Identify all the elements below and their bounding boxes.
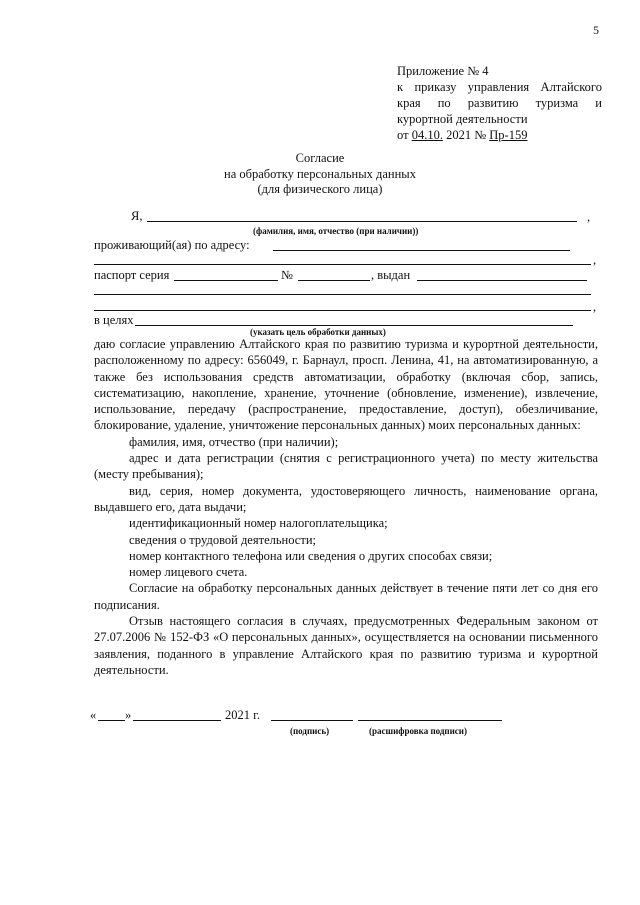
issued-by-field[interactable] — [417, 280, 587, 281]
data-item: сведения о трудовой деятельности; — [129, 532, 316, 547]
appendix-date: 04.10. — [411, 128, 443, 142]
appendix-number-prefix: 2021 № — [442, 128, 490, 142]
document-title — [0, 151, 640, 198]
data-item: адрес и дата регистрации (снятия с регистрационного учета) по месту жительства (месту пребывания); — [94, 451, 598, 482]
appendix-word: края — [397, 96, 421, 110]
page-number: 5 — [593, 23, 599, 37]
passport-series-field[interactable] — [174, 280, 278, 281]
issued-label: , выдан — [371, 268, 411, 282]
purpose-caption: (указать цель обработки данных) — [250, 327, 386, 337]
signature-field[interactable] — [271, 720, 353, 721]
title-line-1: Согласие — [295, 151, 345, 165]
fio-field[interactable] — [147, 221, 577, 222]
data-item: номер лицевого счета. — [129, 565, 248, 580]
address-field-line-2[interactable] — [94, 264, 591, 265]
signature-decode-caption: (расшифровка подписи) — [369, 726, 467, 736]
i-label: Я, — [131, 209, 143, 223]
appendix-word: к — [397, 80, 404, 94]
appendix-word: Алтайского — [540, 80, 602, 94]
issued-by-field-line-3[interactable] — [94, 310, 591, 311]
year-label: 2021 г. — [225, 708, 260, 722]
open-quote: « — [90, 708, 97, 722]
purpose-field[interactable] — [135, 325, 573, 326]
appendix-word: управления — [467, 80, 530, 94]
title-line-3: (для физического лица) — [257, 182, 383, 196]
appendix-word: туризма — [535, 96, 579, 110]
appendix-line-3 — [397, 95, 602, 111]
appendix-word: развитию — [467, 96, 519, 110]
signature-caption: (подпись) — [290, 726, 330, 736]
appendix-line-4: курортной деятельности — [397, 112, 528, 126]
passport-number-label: № — [281, 268, 293, 282]
title-line-2: на обработку персональных данных — [224, 166, 416, 181]
comma: , — [587, 210, 591, 224]
appendix-word: приказу — [414, 80, 457, 94]
validity-paragraph: Согласие на обработку персональных данных действует в течение пяти лет со дня его подписания. — [94, 581, 598, 612]
comma: , — [593, 300, 597, 314]
close-quote: » — [125, 708, 132, 722]
fio-caption: (фамилия, имя, отчество (при наличии)) — [253, 226, 419, 236]
month-field[interactable] — [133, 720, 221, 721]
appendix-block — [397, 63, 602, 143]
passport-number-field[interactable] — [298, 280, 370, 281]
purpose-label: в целях — [94, 313, 134, 327]
data-item: идентификационный номер налогоплательщика; — [129, 516, 388, 531]
consent-paragraph: даю согласие управлению Алтайского края по развитию туризма и курортной деятельности, расположенному по адресу: 656049, г. Барнаул, просп. Ленина, 41, на автоматизированную, а также без использования средств автоматизации, обработку (включая сбор, запись, систематизацию, накопление, хранение, уточнение (обновление, изменение), извлечение, использование, передачу (распространение, предоставление, доступ), обезличивание, блокирование, удаление, уничтожение персональных данных) моих персональных данных: — [94, 337, 598, 433]
address-label: проживающий(ая) по адресу: — [94, 238, 250, 252]
appendix-line-5 — [397, 127, 602, 143]
passport-series-label: паспорт серия — [94, 268, 170, 282]
comma: , — [593, 253, 597, 267]
issued-by-field-line-2[interactable] — [94, 294, 591, 295]
appendix-order-number: Пр-159 — [489, 128, 528, 142]
data-item: номер контактного телефона или сведения о других способах связи; — [129, 548, 493, 563]
signature-decode-field[interactable] — [358, 720, 502, 721]
data-item: вид, серия, номер документа, удостоверяющего личность, наименование органа, выдавшего его, дата выдачи; — [94, 483, 598, 514]
appendix-word: по — [437, 96, 451, 110]
day-field[interactable] — [98, 720, 125, 721]
appendix-word: и — [595, 96, 602, 110]
appendix-date-prefix: от — [397, 128, 412, 142]
data-item: фамилия, имя, отчество (при наличии); — [129, 434, 339, 449]
appendix-line-2 — [397, 79, 602, 95]
revocation-paragraph: Отзыв настоящего согласия в случаях, предусмотренных Федеральным законом от 27.07.2006 № 152-ФЗ «О персональных данных», осуществляется на основании письменного заявления, поданного в управление Алтайского края по развитию туризма и курортной деятельности. — [94, 614, 598, 677]
address-field[interactable] — [273, 250, 570, 251]
consent-body — [94, 336, 598, 678]
appendix-line-1: Приложение № 4 — [397, 64, 489, 78]
